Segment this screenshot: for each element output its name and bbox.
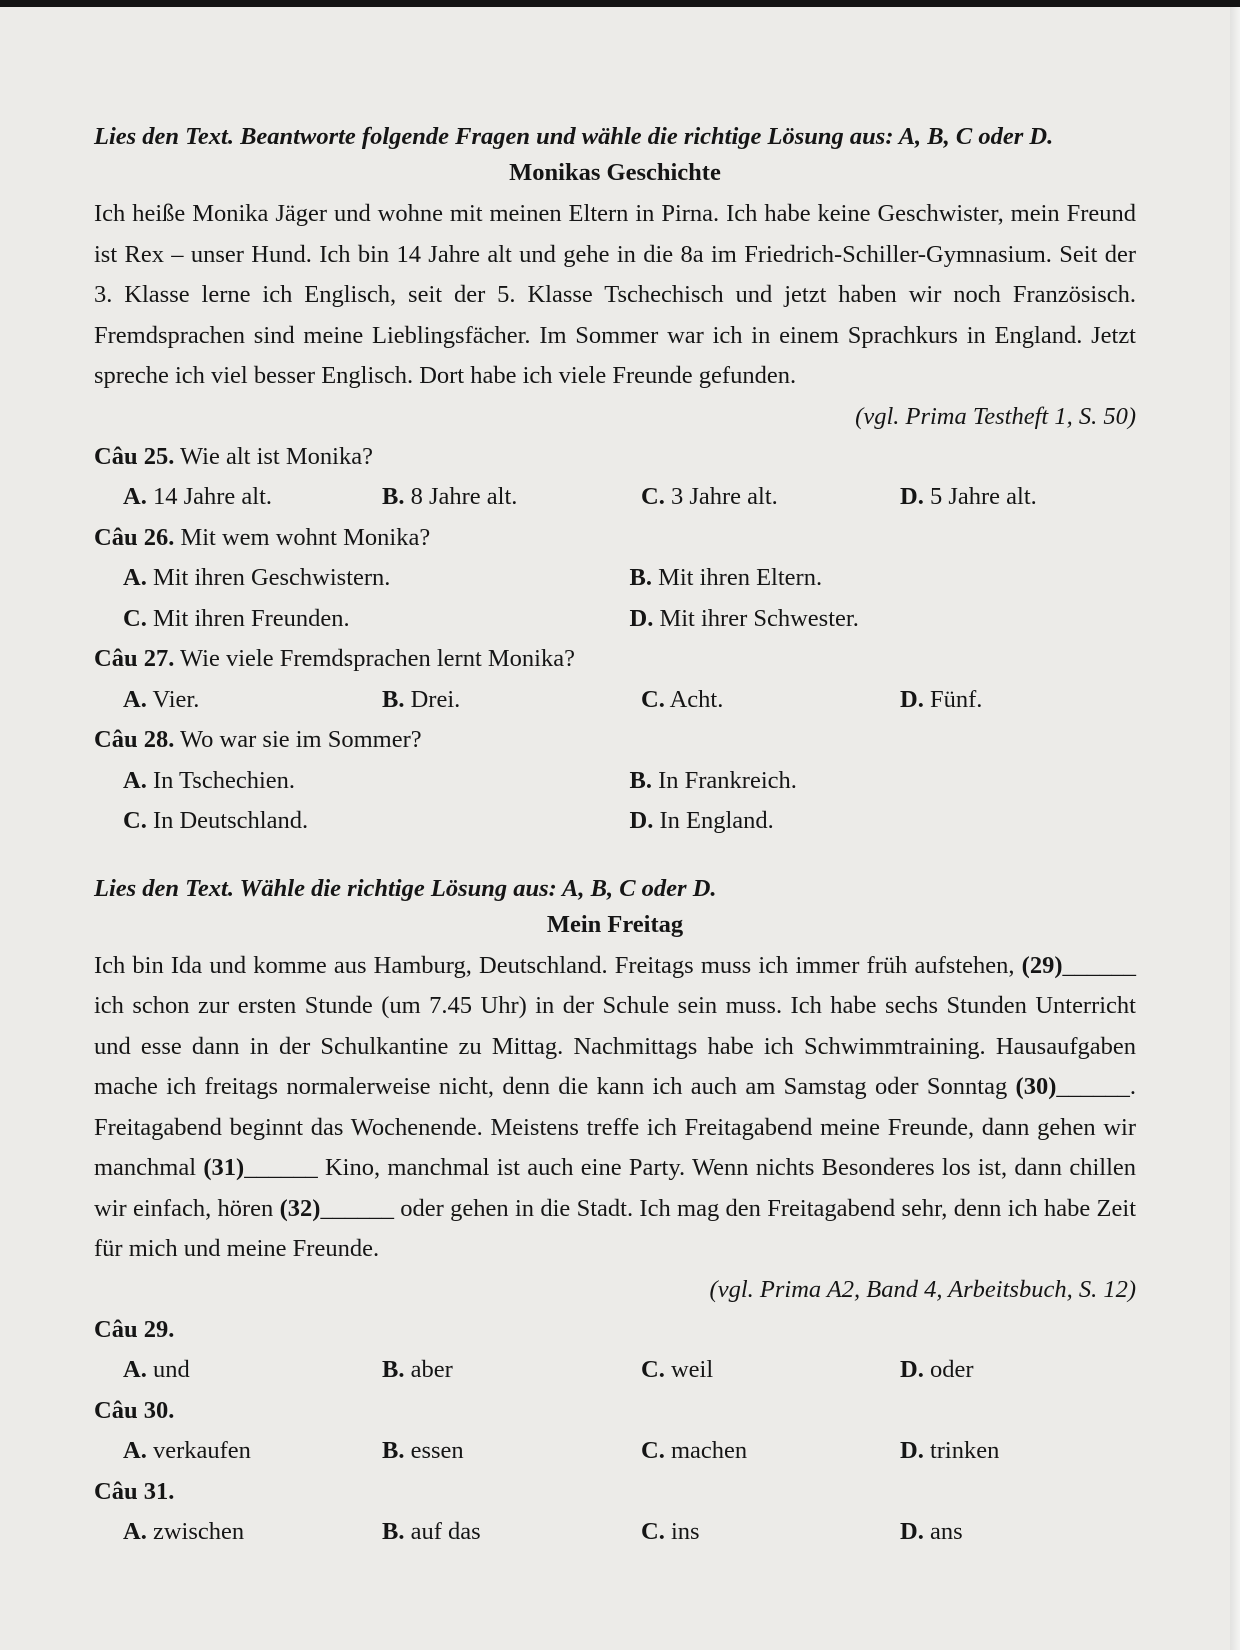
question-number: Câu 29. — [94, 1315, 175, 1343]
question-25-options — [94, 477, 1136, 518]
option-d[interactable]: D. Mit ihrer Schwester. — [629, 604, 859, 632]
option-c[interactable]: C. Mit ihren Freunden. — [123, 604, 350, 632]
gap-32: (32) — [279, 1194, 321, 1222]
section1-instruction: Lies den Text. Beantworte folgende Fragen und wähle die richtige Lösung aus: A, B, C oder D. — [94, 123, 1054, 150]
question-number: Câu 30. — [94, 1396, 175, 1424]
question-27 — [94, 639, 1136, 680]
exam-page — [94, 118, 1136, 1553]
option-a[interactable]: A. 14 Jahre alt. — [123, 483, 273, 510]
option-a[interactable]: A. und — [123, 1356, 190, 1383]
option-a[interactable]: A. Mit ihren Geschwistern. — [123, 564, 391, 591]
question-28-options-row1 — [94, 761, 1136, 802]
question-31-options — [94, 1512, 1136, 1553]
question-29-options — [94, 1350, 1136, 1391]
option-a[interactable]: A. verkaufen — [123, 1437, 251, 1464]
option-d[interactable]: D. In England. — [629, 807, 774, 834]
gap-29: (29) — [1021, 951, 1063, 979]
question-31 — [94, 1472, 1136, 1513]
section1-reading-text: Ich heiße Monika Jäger und wohne mit meinen Eltern in Pirna. Ich habe keine Geschwister, mein Freund ist Rex – unser Hund. Ich bin 14 Jahre alt und gehe in die 8a im Friedrich-Schiller-Gymnasium. Seit der 3. Klasse lerne ich Englisch, seit der 5. Klasse Tschechisch und jetzt haben wir noch Französisch. Fremdsprachen sind meine Lieblingsfächer. Im Sommer war ich in einem Sprachkurs in England. Jetzt spreche ich viel besser Englisch. Dort habe ich viele Freunde gefunden. — [94, 200, 1136, 389]
question-number: Câu 31. — [94, 1477, 175, 1505]
option-d[interactable]: D. trinken — [900, 1437, 1000, 1464]
question-26-options-row1 — [94, 558, 1136, 599]
question-text: Wie viele Fremdsprachen lernt Monika? — [180, 645, 575, 672]
option-c[interactable]: C. weil — [641, 1356, 714, 1383]
option-b[interactable]: B. Drei. — [382, 685, 461, 713]
question-number: Câu 28. — [94, 726, 175, 753]
option-c[interactable]: C. In Deutschland. — [123, 807, 309, 834]
option-c[interactable]: C. ins — [641, 1518, 700, 1545]
question-text: Mit wem wohnt Monika? — [180, 523, 431, 551]
question-28 — [94, 720, 1136, 761]
question-28-options-row2 — [94, 801, 1136, 842]
option-b[interactable]: B. In Frankreich. — [629, 766, 797, 794]
section2-instruction: Lies den Text. Wähle die richtige Lösung aus: A, B, C oder D. — [94, 874, 717, 902]
question-text: Wie alt ist Monika? — [180, 442, 373, 470]
section1-source: (vgl. Prima Testheft 1, S. 50) — [855, 402, 1136, 430]
option-c[interactable]: C. machen — [641, 1437, 748, 1464]
option-b[interactable]: B. aber — [382, 1356, 453, 1383]
option-b[interactable]: B. essen — [382, 1437, 464, 1464]
option-a[interactable]: A. zwischen — [123, 1518, 245, 1545]
question-27-options — [94, 680, 1136, 721]
question-number: Câu 26. — [94, 523, 175, 551]
gap-30: (30) — [1015, 1073, 1057, 1100]
question-30 — [94, 1391, 1136, 1432]
question-26 — [94, 518, 1136, 559]
option-b[interactable]: B. auf das — [382, 1518, 481, 1545]
option-d[interactable]: D. 5 Jahre alt. — [900, 483, 1037, 510]
question-30-options — [94, 1431, 1136, 1472]
option-c[interactable]: C. Acht. — [641, 685, 724, 713]
option-a[interactable]: A. Vier. — [123, 685, 200, 713]
option-d[interactable]: D. Fünf. — [900, 685, 983, 713]
question-29 — [94, 1310, 1136, 1351]
section2-title: Mein Freitag — [546, 910, 684, 938]
option-b[interactable]: B. Mit ihren Eltern. — [629, 564, 823, 591]
option-d[interactable]: D. oder — [900, 1356, 974, 1383]
section2-source: (vgl. Prima A2, Band 4, Arbeitsbuch, S. 12) — [709, 1275, 1136, 1303]
question-25 — [94, 437, 1136, 478]
scan-top-border — [0, 0, 1240, 7]
question-number: Câu 25. — [94, 442, 175, 470]
gap-31: (31) — [203, 1154, 245, 1181]
question-26-options-row2 — [94, 599, 1136, 640]
option-c[interactable]: C. 3 Jahre alt. — [641, 483, 778, 510]
question-text: Wo war sie im Sommer? — [180, 726, 422, 753]
option-a[interactable]: A. In Tschechien. — [123, 766, 296, 794]
option-b[interactable]: B. 8 Jahre alt. — [382, 483, 518, 510]
option-d[interactable]: D. ans — [900, 1518, 963, 1545]
question-number: Câu 27. — [94, 645, 175, 672]
section1-title: Monikas Geschichte — [509, 159, 721, 186]
section2-reading-text: Ich bin Ida und komme aus Hamburg, Deutschland. Freitags muss ich immer früh aufstehen, (29)______ ich schon zur ersten Stunde (um 7.45 Uhr) in der Schule sein muss. Ich habe sechs Stunden Unterricht und esse dann in der Schulkantine zu Mittag. Nachmittags habe ich Schwimmtraining. Hausaufgaben mache ich freitags normalerweise nicht, denn die kann ich auch am Samstag oder Sonntag (30)______. Freitagabend beginnt das Wochenende. Meistens treffe ich Freitagabend meine Freunde, dann gehen wir manchmal (31)______ Kino, manchmal ist auch eine Party. Wenn nichts Besonderes los ist, dann chillen wir einfach, hören (32)______ oder gehen in die Stadt. Ich mag den Freitagabend sehr, denn ich habe Zeit für mich und meine Freunde. — [94, 951, 1136, 1262]
scan-right-edge — [1230, 7, 1240, 1650]
